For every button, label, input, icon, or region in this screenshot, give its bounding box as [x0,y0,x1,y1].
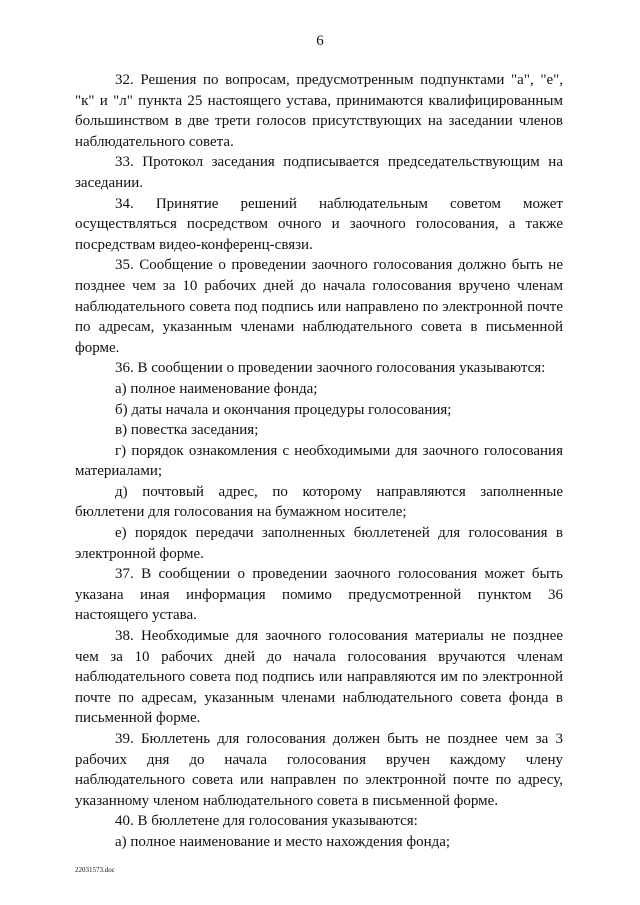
page-number: 6 [316,33,324,49]
document-body [75,70,563,853]
paragraph-35: 35. Сообщение о проведении заочного голосования должно быть не позднее чем за 10 рабочих дней до начала голосования вручено членам наблюдательного совета под подпись или направлено по электронной почте по адресам, указанным членами наблюдательного совета в письменной форме. [75,257,563,356]
paragraph-38: 38. Необходимые для заочного голосования материалы не позднее чем за 10 рабочих дней до начала голосования вручаются членам наблюдательного совета под подпись или направляются им по электронной почте по адресам, указанным членами наблюдательного совета фонда в письменной форме. [75,628,563,727]
paragraph-40-a: а) полное наименование и место нахождения фонда; [115,833,451,850]
paragraph-32: 32. Решения по вопросам, предусмотренным подпунктами "а", "е", "к" и "л" пункта 25 настоящего устава, принимаются квалифицированным большинством в две трети голосов присутствующих на заседании членов наблюдательного совета. [75,72,563,150]
paragraph-33: 33. Протокол заседания подписывается председательствующим на заседании. [75,154,563,191]
paragraph-36-v: в) повестка заседания; [115,422,259,439]
paragraph-39: 39. Бюллетень для голосования должен быть не позднее чем за 3 рабочих дня до начала голосования вручен каждому члену наблюдательного совета или направлен по электронной почте по адресу, указанному членом наблюдательного совета в письменной форме. [75,731,563,809]
paragraph-36-a: а) полное наименование фонда; [115,380,318,397]
paragraph-36: 36. В сообщении о проведении заочного голосования указываются: [115,360,546,377]
footer-filename: 22031573.doc [75,866,115,874]
paragraph-36-b: б) даты начала и окончания процедуры голосования; [115,401,452,418]
paragraph-36-g: г) порядок ознакомления с необходимыми для заочного голосования материалами; [75,442,563,480]
paragraph-34: 34. Принятие решений наблюдательным советом может осуществляться посредством очного и заочного голосования, а также посредствам видео-конференц-связи. [75,195,563,253]
paragraph-40: 40. В бюллетене для голосования указываются: [115,813,418,830]
paragraph-36-d: д) почтовый адрес, по которому направляются заполненные бюллетени для голосования на бумажном носителе; [75,483,563,521]
paragraph-37: 37. В сообщении о проведении заочного голосования может быть указана иная информация помимо предусмотренной пунктом 36 настоящего устава. [75,566,563,624]
paragraph-36-e: е) порядок передачи заполненных бюллетеней для голосования в электронной форме. [75,525,563,562]
